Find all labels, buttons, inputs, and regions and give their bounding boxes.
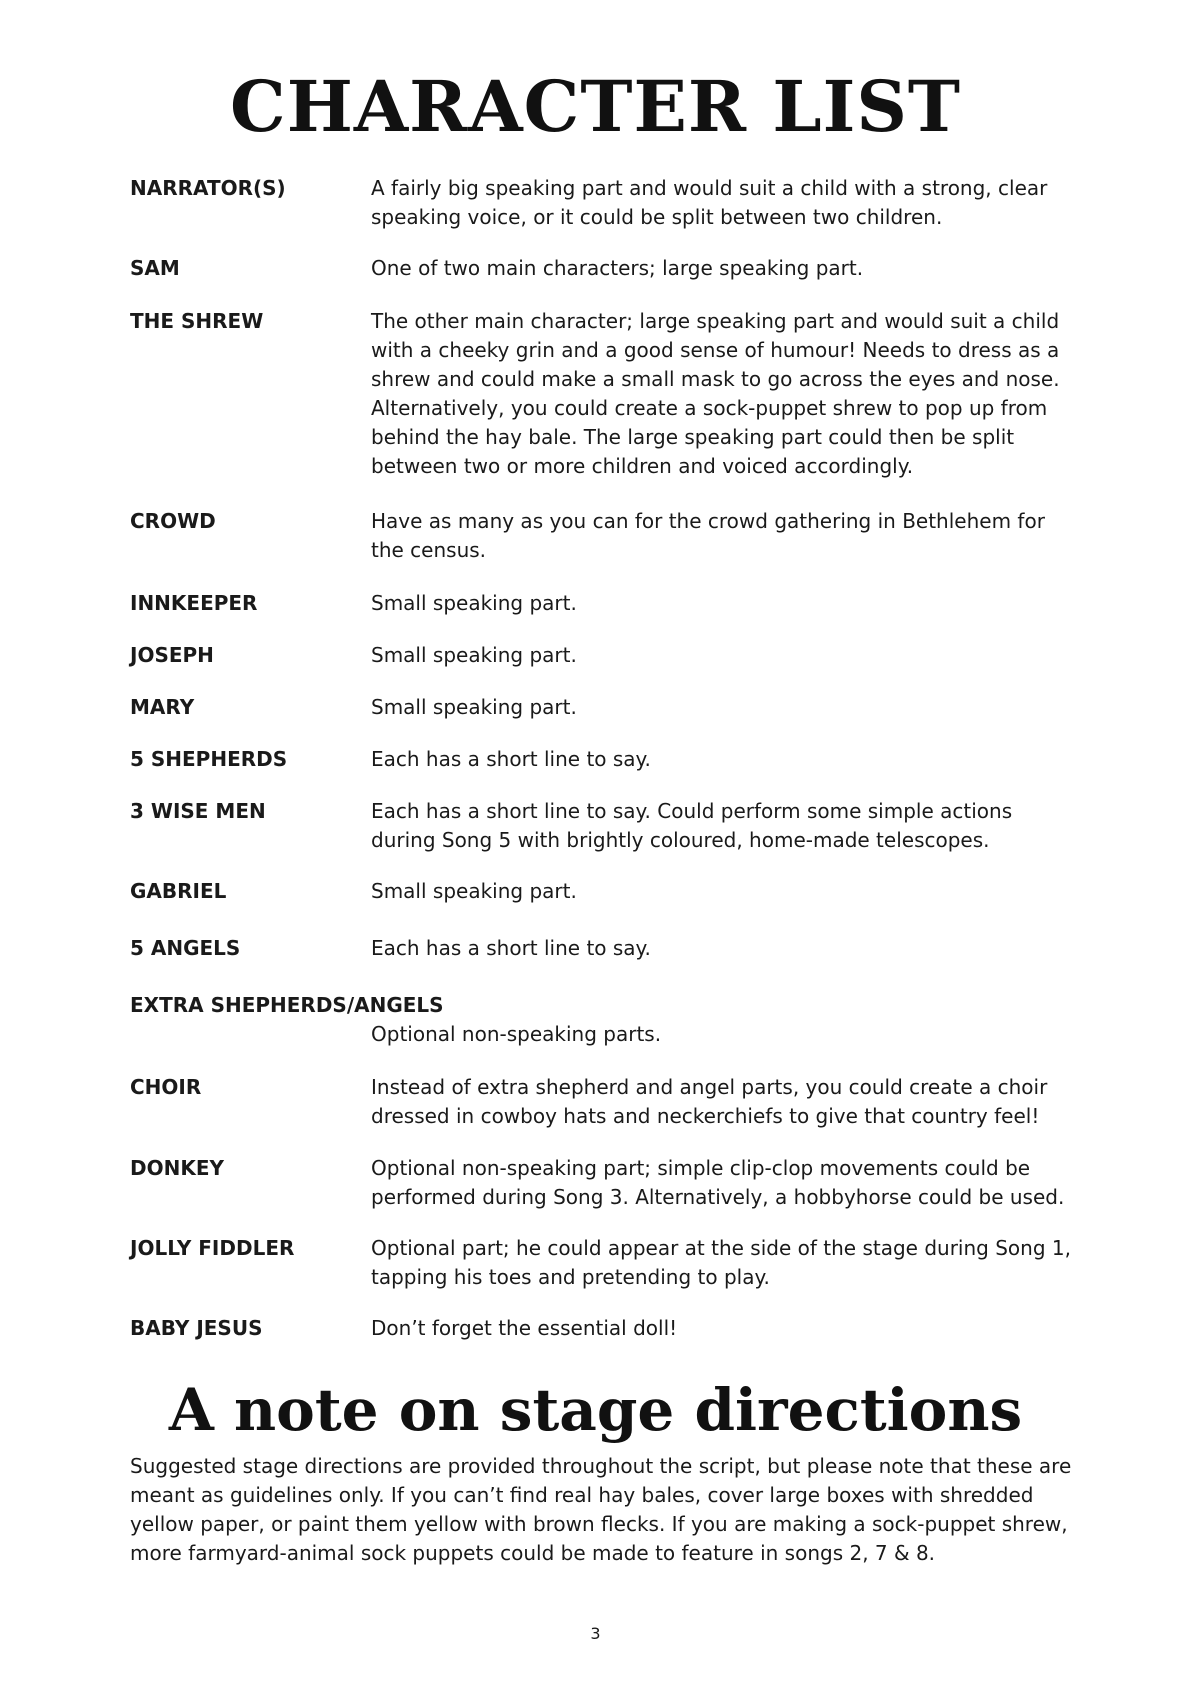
page-title: CHARACTER LIST xyxy=(230,65,961,148)
character-description: Each has a short line to say. Could perform some simple actions during Song 5 with brightly coloured, home-made telescopes. xyxy=(371,799,1013,852)
character-description: Don’t forget the essential doll! xyxy=(371,1316,678,1340)
character-description: Small speaking part. xyxy=(371,879,577,903)
character-role: JOSEPH xyxy=(130,643,214,667)
character-role: INNKEEPER xyxy=(130,591,258,615)
character-role: DONKEY xyxy=(130,1156,224,1180)
character-role: 5 ANGELS xyxy=(130,936,241,960)
character-role: EXTRA SHEPHERDS/ANGELS xyxy=(130,993,444,1017)
character-role: MARY xyxy=(130,695,195,719)
character-role: GABRIEL xyxy=(130,879,227,903)
character-role: BABY JESUS xyxy=(130,1316,263,1340)
character-description: The other main character; large speaking part and would suit a child with a cheeky grin and a good sense of humour! Needs to dress as a shrew and could make a small mask to go across the eyes and nose. Alternatively, you could create a sock-puppet shrew to pop up from behind the hay bale. The large speaking part could then be split between two or more children and voiced accordingly. xyxy=(371,309,1060,478)
character-role: THE SHREW xyxy=(130,309,264,333)
character-description: Each has a short line to say. xyxy=(371,936,651,960)
page-number: 3 xyxy=(590,1624,601,1643)
character-role: CHOIR xyxy=(130,1075,202,1099)
character-description: Small speaking part. xyxy=(371,591,577,615)
character-description: A fairly big speaking part and would suit a child with a strong, clear speaking voice, or it could be split between two children. xyxy=(371,176,1048,229)
character-description: Instead of extra shepherd and angel parts, you could create a choir dressed in cowboy hats and neckerchiefs to give that country feel! xyxy=(371,1075,1048,1128)
stage-directions-heading: A note on stage directions xyxy=(168,1376,1023,1444)
character-description: Optional part; he could appear at the side of the stage during Song 1, tapping his toes and pretending to play. xyxy=(371,1236,1071,1289)
character-description: Have as many as you can for the crowd gathering in Bethlehem for the census. xyxy=(371,509,1045,562)
character-role: 3 WISE MEN xyxy=(130,799,266,823)
character-description: Small speaking part. xyxy=(371,643,577,667)
character-role: 5 SHEPHERDS xyxy=(130,747,288,771)
character-role: CROWD xyxy=(130,509,216,533)
character-description: Optional non-speaking parts. xyxy=(371,1022,662,1046)
stage-directions-text: Suggested stage directions are provided throughout the script, but please note that these are meant as guidelines only. If you can’t find real hay bales, cover large boxes with shredded yellow paper, or paint them yellow with brown flecks. If you are making a sock-puppet shrew, more farmyard-animal sock puppets could be made to feature in songs 2, 7 & 8. xyxy=(130,1454,1072,1565)
character-role: NARRATOR(S) xyxy=(130,176,286,200)
character-description: Small speaking part. xyxy=(371,695,577,719)
character-role: SAM xyxy=(130,256,180,280)
character-description: Optional non-speaking part; simple clip-clop movements could be performed during Song 3. Alternatively, a hobbyhorse could be used. xyxy=(371,1156,1065,1209)
character-description: One of two main characters; large speaking part. xyxy=(371,256,864,280)
character-description: Each has a short line to say. xyxy=(371,747,651,771)
character-role: JOLLY FIDDLER xyxy=(130,1236,295,1260)
